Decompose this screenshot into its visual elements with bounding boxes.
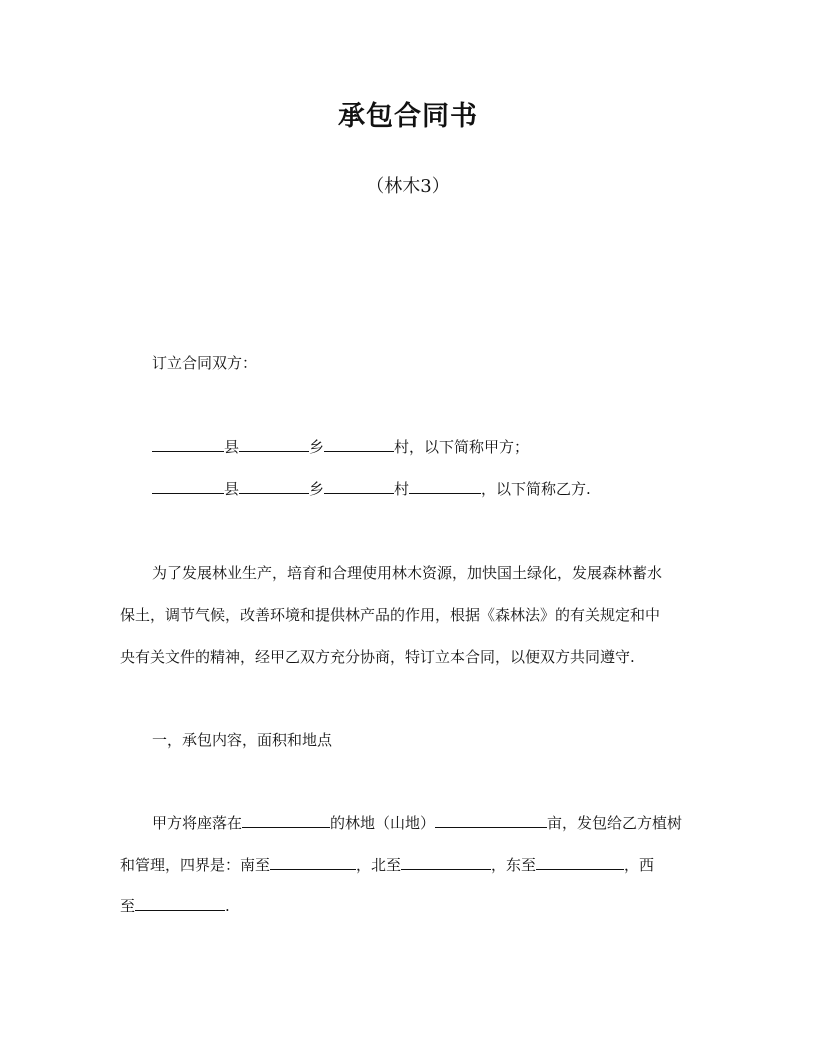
north-boundary-blank (401, 854, 491, 870)
south-boundary-label: 和管理，四界是：南至 (120, 856, 271, 874)
preamble-line-1: 为了发展林业生产，培育和合理使用林木资源，加快国土绿化，发展森林蓄水 (152, 564, 663, 582)
party-a-township-label: 乡 (309, 438, 325, 456)
area-blank (435, 812, 547, 828)
party-a-village-blank (324, 436, 394, 452)
document-subtitle: （林木3） (366, 176, 450, 197)
party-b-name-blank (409, 478, 481, 494)
east-boundary-label: ，东至 (491, 856, 537, 874)
south-boundary-blank (270, 854, 356, 870)
west-boundary-end: . (225, 897, 230, 915)
east-boundary-blank (536, 854, 624, 870)
location-blank (242, 812, 330, 828)
party-b-county-label: 县 (224, 480, 240, 498)
party-b-suffix: ，以下简称乙方. (481, 480, 591, 498)
document-title: 承包合同书 (338, 101, 478, 132)
section-1-heading: 一，承包内容，面积和地点 (152, 731, 333, 749)
forest-land-label: 的林地（山地） (330, 814, 436, 832)
party-b-village-label: 村 (394, 480, 410, 498)
preamble-line-3: 央有关文件的精神，经甲乙双方充分协商，特订立本合同，以便双方共同遵守. (120, 648, 635, 666)
preamble-line-2: 保土，调节气候，改善环境和提供林产品的作用，根据《森林法》的有关规定和中 (120, 606, 661, 624)
party-b-line (152, 478, 591, 500)
west-boundary-blank (135, 895, 225, 911)
location-label: 甲方将座落在 (152, 814, 243, 832)
section-1-line-1 (152, 812, 682, 834)
party-a-county-blank (152, 436, 224, 452)
party-a-village-suffix: 村，以下简称甲方； (394, 438, 530, 456)
north-boundary-label: ，北至 (356, 856, 402, 874)
party-b-village-blank (324, 478, 394, 494)
party-b-county-blank (152, 478, 224, 494)
party-b-township-label: 乡 (309, 480, 325, 498)
party-a-township-blank (239, 436, 309, 452)
west-boundary-to-label: 至 (120, 897, 136, 915)
area-unit-label: 亩，发包给乙方植树 (547, 814, 683, 832)
section-1-line-2 (120, 854, 654, 876)
parties-heading: 订立合同双方： (152, 354, 258, 372)
party-a-county-label: 县 (224, 438, 240, 456)
party-b-township-blank (239, 478, 309, 494)
section-1-line-3 (120, 895, 230, 917)
west-boundary-label: ，西 (624, 856, 655, 874)
party-a-line (152, 436, 529, 458)
